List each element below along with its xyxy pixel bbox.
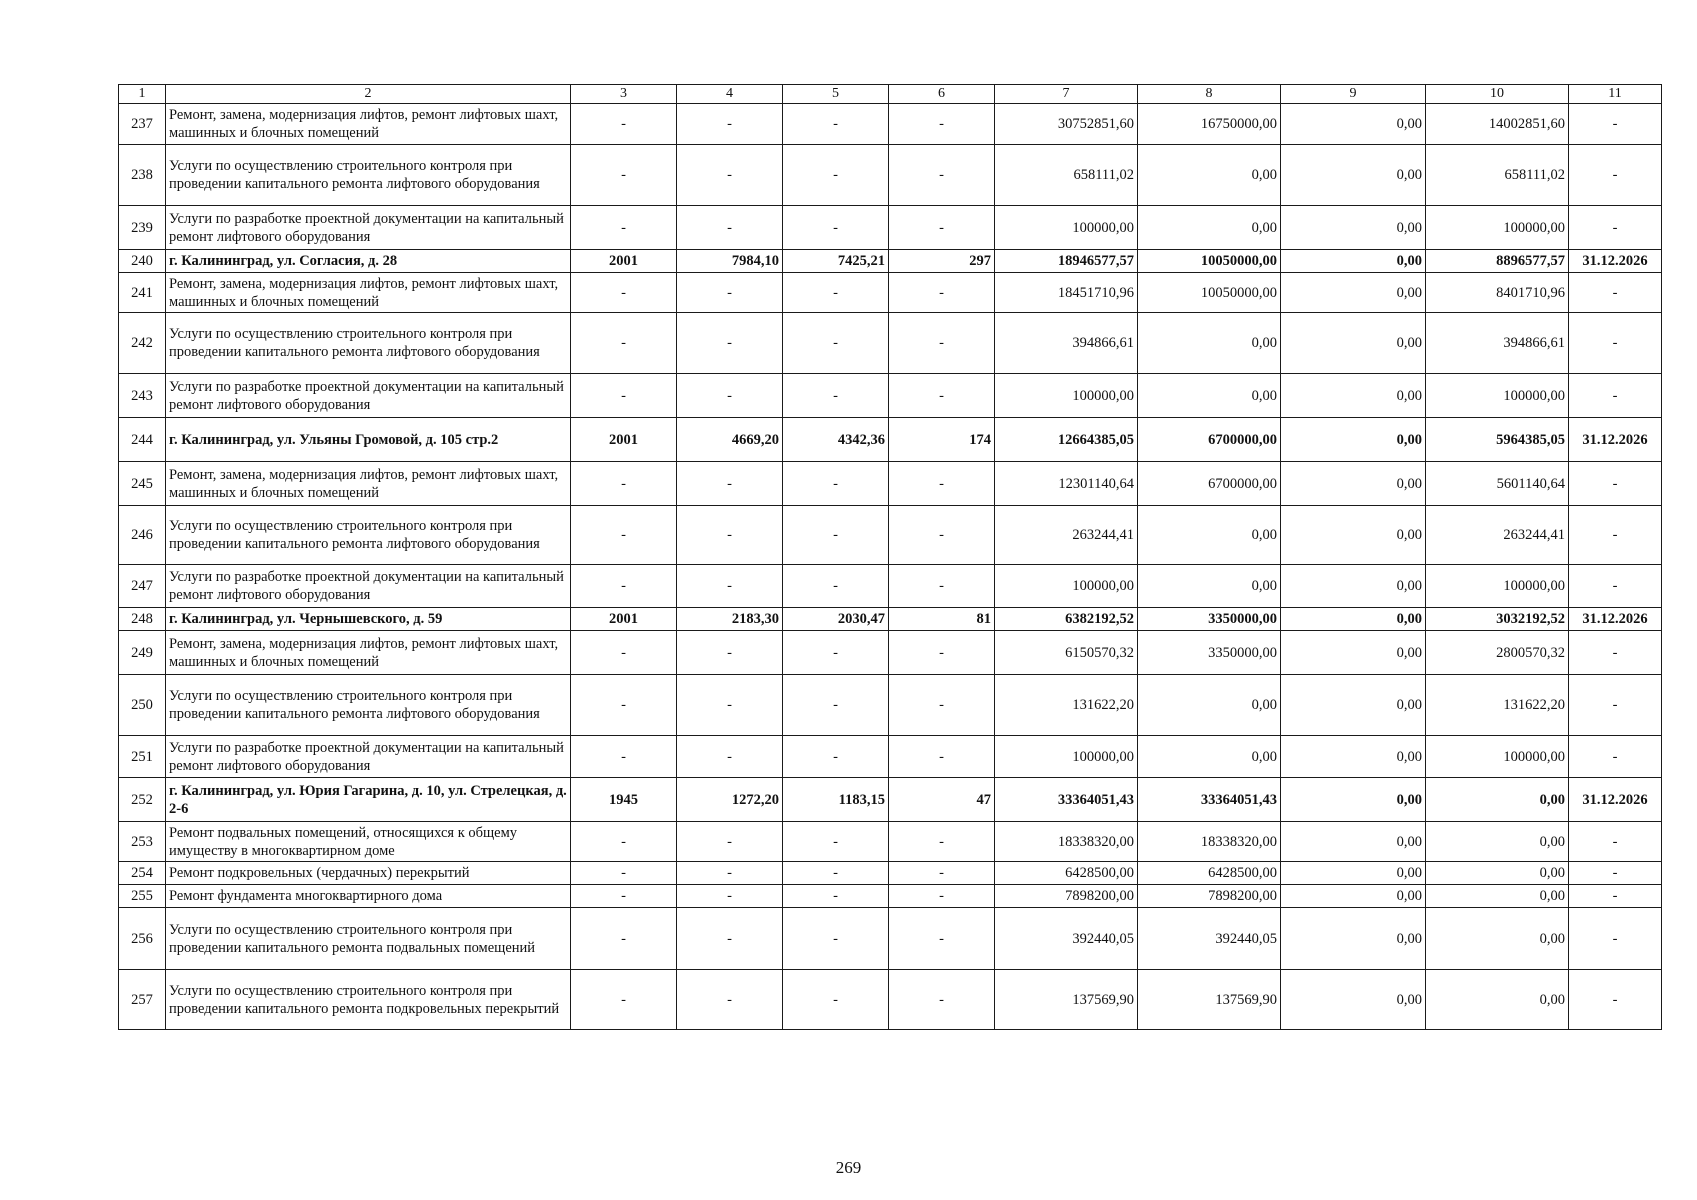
table-row [119, 908, 1662, 970]
residents-count-cell: 81 [889, 608, 995, 631]
table-row [119, 374, 1662, 418]
cost-column-10-cell: 100000,00 [1426, 736, 1569, 778]
cost-column-9-cell: 0,00 [1281, 462, 1426, 506]
completion-date-cell: 31.12.2026 [1569, 418, 1662, 462]
total-cost-cell: 6428500,00 [995, 862, 1138, 885]
cost-column-9-cell: 0,00 [1281, 736, 1426, 778]
build-year-cell: 2001 [571, 418, 677, 462]
header-cell: 3 [571, 85, 677, 104]
total-area-cell: - [677, 565, 783, 608]
total-cost-cell: 6382192,52 [995, 608, 1138, 631]
row-number-cell: 246 [119, 506, 166, 565]
cost-column-10-cell: 0,00 [1426, 908, 1569, 970]
cost-column-10-cell: 5601140,64 [1426, 462, 1569, 506]
build-year-cell: 1945 [571, 778, 677, 822]
work-description-cell: Услуги по разработке проектной документации на капитальный ремонт лифтового оборудования [166, 565, 571, 608]
row-number-cell: 247 [119, 565, 166, 608]
row-number-cell: 256 [119, 908, 166, 970]
total-area-cell: 7984,10 [677, 250, 783, 273]
cost-column-9-cell: 0,00 [1281, 970, 1426, 1030]
living-area-cell: - [783, 313, 889, 374]
build-year-cell: - [571, 631, 677, 675]
residents-count-cell: 297 [889, 250, 995, 273]
cost-column-10-cell: 658111,02 [1426, 145, 1569, 206]
table-row [119, 862, 1662, 885]
cost-column-8-cell: 18338320,00 [1138, 822, 1281, 862]
cost-column-9-cell: 0,00 [1281, 206, 1426, 250]
total-cost-cell: 658111,02 [995, 145, 1138, 206]
row-number-cell: 248 [119, 608, 166, 631]
row-number-cell: 251 [119, 736, 166, 778]
cost-column-8-cell: 6428500,00 [1138, 862, 1281, 885]
build-year-cell: - [571, 313, 677, 374]
cost-column-8-cell: 0,00 [1138, 313, 1281, 374]
residents-count-cell: 47 [889, 778, 995, 822]
cost-column-9-cell: 0,00 [1281, 885, 1426, 908]
cost-column-8-cell: 10050000,00 [1138, 250, 1281, 273]
cost-column-8-cell: 137569,90 [1138, 970, 1281, 1030]
cost-column-9-cell: 0,00 [1281, 862, 1426, 885]
living-area-cell: - [783, 273, 889, 313]
cost-column-8-cell: 392440,05 [1138, 908, 1281, 970]
living-area-cell: 1183,15 [783, 778, 889, 822]
table-row [119, 675, 1662, 736]
cost-column-10-cell: 8896577,57 [1426, 250, 1569, 273]
total-cost-cell: 100000,00 [995, 736, 1138, 778]
cost-column-9-cell: 0,00 [1281, 822, 1426, 862]
cost-column-9-cell: 0,00 [1281, 273, 1426, 313]
completion-date-cell: - [1569, 736, 1662, 778]
work-description-cell: Ремонт подкровельных (чердачных) перекрытий [166, 862, 571, 885]
build-year-cell: - [571, 908, 677, 970]
build-year-cell: - [571, 675, 677, 736]
cost-column-10-cell: 0,00 [1426, 970, 1569, 1030]
table-row [119, 885, 1662, 908]
residents-count-cell: 174 [889, 418, 995, 462]
cost-column-9-cell: 0,00 [1281, 250, 1426, 273]
total-area-cell: 2183,30 [677, 608, 783, 631]
row-number-cell: 239 [119, 206, 166, 250]
table-row [119, 145, 1662, 206]
living-area-cell: - [783, 506, 889, 565]
living-area-cell: - [783, 565, 889, 608]
residents-count-cell: - [889, 736, 995, 778]
total-cost-cell: 263244,41 [995, 506, 1138, 565]
living-area-cell: - [783, 736, 889, 778]
completion-date-cell: - [1569, 145, 1662, 206]
total-cost-cell: 394866,61 [995, 313, 1138, 374]
living-area-cell: - [783, 206, 889, 250]
cost-column-8-cell: 33364051,43 [1138, 778, 1281, 822]
total-cost-cell: 100000,00 [995, 565, 1138, 608]
total-cost-cell: 18946577,57 [995, 250, 1138, 273]
cost-column-10-cell: 0,00 [1426, 778, 1569, 822]
completion-date-cell: - [1569, 206, 1662, 250]
living-area-cell: - [783, 374, 889, 418]
row-number-cell: 257 [119, 970, 166, 1030]
build-year-cell: - [571, 822, 677, 862]
work-description-cell: Услуги по осуществлению строительного контроля при проведении капитального ремонта лифтового оборудования [166, 145, 571, 206]
living-area-cell: 2030,47 [783, 608, 889, 631]
completion-date-cell: - [1569, 273, 1662, 313]
cost-column-8-cell: 3350000,00 [1138, 608, 1281, 631]
work-description-cell: Услуги по осуществлению строительного контроля при проведении капитального ремонта лифтового оборудования [166, 313, 571, 374]
living-area-cell: - [783, 462, 889, 506]
work-description-cell: г. Калининград, ул. Ульяны Громовой, д. 105 стр.2 [166, 418, 571, 462]
table-row [119, 313, 1662, 374]
cost-column-8-cell: 0,00 [1138, 206, 1281, 250]
build-year-cell: - [571, 506, 677, 565]
work-description-cell: г. Калининград, ул. Согласия, д. 28 [166, 250, 571, 273]
living-area-cell: - [783, 104, 889, 145]
header-cell: 8 [1138, 85, 1281, 104]
residents-count-cell: - [889, 675, 995, 736]
residents-count-cell: - [889, 145, 995, 206]
row-number-cell: 250 [119, 675, 166, 736]
residents-count-cell: - [889, 206, 995, 250]
total-area-cell: - [677, 313, 783, 374]
cost-column-8-cell: 0,00 [1138, 506, 1281, 565]
work-description-cell: г. Калининград, ул. Чернышевского, д. 59 [166, 608, 571, 631]
completion-date-cell: - [1569, 506, 1662, 565]
work-description-cell: Ремонт, замена, модернизация лифтов, ремонт лифтовых шахт, машинных и блочных помещений [166, 462, 571, 506]
total-area-cell: - [677, 374, 783, 418]
cost-column-8-cell: 6700000,00 [1138, 462, 1281, 506]
table-row [119, 631, 1662, 675]
total-area-cell: - [677, 631, 783, 675]
total-cost-cell: 33364051,43 [995, 778, 1138, 822]
cost-column-10-cell: 2800570,32 [1426, 631, 1569, 675]
row-number-cell: 245 [119, 462, 166, 506]
cost-column-9-cell: 0,00 [1281, 418, 1426, 462]
cost-column-10-cell: 0,00 [1426, 862, 1569, 885]
completion-date-cell: - [1569, 565, 1662, 608]
cost-column-9-cell: 0,00 [1281, 145, 1426, 206]
work-description-cell: Услуги по осуществлению строительного контроля при проведении капитального ремонта лифтового оборудования [166, 675, 571, 736]
cost-column-8-cell: 16750000,00 [1138, 104, 1281, 145]
build-year-cell: - [571, 462, 677, 506]
build-year-cell: 2001 [571, 250, 677, 273]
build-year-cell: - [571, 862, 677, 885]
row-number-cell: 249 [119, 631, 166, 675]
row-number-cell: 241 [119, 273, 166, 313]
total-area-cell: - [677, 675, 783, 736]
residents-count-cell: - [889, 885, 995, 908]
total-cost-cell: 392440,05 [995, 908, 1138, 970]
completion-date-cell: 31.12.2026 [1569, 608, 1662, 631]
living-area-cell: - [783, 908, 889, 970]
header-cell: 2 [166, 85, 571, 104]
work-description-cell: Услуги по разработке проектной документации на капитальный ремонт лифтового оборудования [166, 206, 571, 250]
cost-column-9-cell: 0,00 [1281, 908, 1426, 970]
cost-column-10-cell: 263244,41 [1426, 506, 1569, 565]
residents-count-cell: - [889, 631, 995, 675]
cost-column-10-cell: 0,00 [1426, 885, 1569, 908]
living-area-cell: - [783, 862, 889, 885]
completion-date-cell: 31.12.2026 [1569, 778, 1662, 822]
cost-column-9-cell: 0,00 [1281, 608, 1426, 631]
header-cell: 6 [889, 85, 995, 104]
residents-count-cell: - [889, 970, 995, 1030]
cost-column-9-cell: 0,00 [1281, 675, 1426, 736]
header-row [119, 85, 1662, 104]
completion-date-cell: - [1569, 862, 1662, 885]
row-number-cell: 244 [119, 418, 166, 462]
completion-date-cell: - [1569, 374, 1662, 418]
cost-column-10-cell: 5964385,05 [1426, 418, 1569, 462]
completion-date-cell: - [1569, 313, 1662, 374]
total-cost-cell: 131622,20 [995, 675, 1138, 736]
table-row [119, 736, 1662, 778]
work-description-cell: Услуги по разработке проектной документации на капитальный ремонт лифтового оборудования [166, 736, 571, 778]
build-year-cell: - [571, 206, 677, 250]
living-area-cell: 4342,36 [783, 418, 889, 462]
completion-date-cell: - [1569, 908, 1662, 970]
row-number-cell: 255 [119, 885, 166, 908]
total-area-cell: 4669,20 [677, 418, 783, 462]
total-cost-cell: 12301140,64 [995, 462, 1138, 506]
completion-date-cell: - [1569, 822, 1662, 862]
cost-column-10-cell: 0,00 [1426, 822, 1569, 862]
header-cell: 7 [995, 85, 1138, 104]
living-area-cell: - [783, 631, 889, 675]
row-number-cell: 238 [119, 145, 166, 206]
header-cell: 5 [783, 85, 889, 104]
row-number-cell: 253 [119, 822, 166, 862]
cost-column-10-cell: 131622,20 [1426, 675, 1569, 736]
table-row [119, 608, 1662, 631]
work-description-cell: г. Калининград, ул. Юрия Гагарина, д. 10, ул. Стрелецкая, д. 2-6 [166, 778, 571, 822]
table-row [119, 778, 1662, 822]
build-year-cell: - [571, 885, 677, 908]
work-description-cell: Ремонт фундамента многоквартирного дома [166, 885, 571, 908]
living-area-cell: - [783, 970, 889, 1030]
total-area-cell: 1272,20 [677, 778, 783, 822]
register-sheet [118, 84, 1661, 1030]
cost-column-8-cell: 0,00 [1138, 374, 1281, 418]
cost-column-8-cell: 7898200,00 [1138, 885, 1281, 908]
cost-column-8-cell: 10050000,00 [1138, 273, 1281, 313]
cost-column-9-cell: 0,00 [1281, 104, 1426, 145]
residents-count-cell: - [889, 374, 995, 418]
work-description-cell: Ремонт подвальных помещений, относящихся к общему имуществу в многоквартирном доме [166, 822, 571, 862]
total-area-cell: - [677, 506, 783, 565]
cost-column-10-cell: 100000,00 [1426, 206, 1569, 250]
cost-column-8-cell: 0,00 [1138, 736, 1281, 778]
work-description-cell: Услуги по осуществлению строительного контроля при проведении капитального ремонта лифтового оборудования [166, 506, 571, 565]
header-cell: 10 [1426, 85, 1569, 104]
total-cost-cell: 7898200,00 [995, 885, 1138, 908]
build-year-cell: - [571, 565, 677, 608]
total-cost-cell: 18451710,96 [995, 273, 1138, 313]
total-area-cell: - [677, 462, 783, 506]
completion-date-cell: - [1569, 104, 1662, 145]
total-area-cell: - [677, 908, 783, 970]
header-cell: 1 [119, 85, 166, 104]
completion-date-cell: - [1569, 885, 1662, 908]
living-area-cell: - [783, 145, 889, 206]
completion-date-cell: - [1569, 631, 1662, 675]
work-description-cell: Услуги по осуществлению строительного контроля при проведении капитального ремонта подвальных помещений [166, 908, 571, 970]
cost-column-10-cell: 100000,00 [1426, 374, 1569, 418]
cost-column-10-cell: 8401710,96 [1426, 273, 1569, 313]
total-area-cell: - [677, 822, 783, 862]
header-cell: 9 [1281, 85, 1426, 104]
work-description-cell: Ремонт, замена, модернизация лифтов, ремонт лифтовых шахт, машинных и блочных помещений [166, 104, 571, 145]
cost-column-8-cell: 0,00 [1138, 675, 1281, 736]
residents-count-cell: - [889, 862, 995, 885]
table-row [119, 565, 1662, 608]
living-area-cell: 7425,21 [783, 250, 889, 273]
header-cell: 4 [677, 85, 783, 104]
cost-column-10-cell: 3032192,52 [1426, 608, 1569, 631]
cost-column-9-cell: 0,00 [1281, 313, 1426, 374]
table-row [119, 250, 1662, 273]
cost-column-9-cell: 0,00 [1281, 506, 1426, 565]
build-year-cell: - [571, 104, 677, 145]
table-row [119, 970, 1662, 1030]
cost-column-9-cell: 0,00 [1281, 565, 1426, 608]
completion-date-cell: 31.12.2026 [1569, 250, 1662, 273]
residents-count-cell: - [889, 565, 995, 608]
cost-column-8-cell: 0,00 [1138, 145, 1281, 206]
total-cost-cell: 30752851,60 [995, 104, 1138, 145]
cost-column-9-cell: 0,00 [1281, 631, 1426, 675]
living-area-cell: - [783, 822, 889, 862]
completion-date-cell: - [1569, 462, 1662, 506]
total-cost-cell: 12664385,05 [995, 418, 1138, 462]
cost-column-10-cell: 394866,61 [1426, 313, 1569, 374]
cost-column-8-cell: 6700000,00 [1138, 418, 1281, 462]
total-area-cell: - [677, 273, 783, 313]
row-number-cell: 240 [119, 250, 166, 273]
table-row [119, 462, 1662, 506]
total-area-cell: - [677, 104, 783, 145]
cost-column-10-cell: 100000,00 [1426, 565, 1569, 608]
residents-count-cell: - [889, 908, 995, 970]
completion-date-cell: - [1569, 675, 1662, 736]
residents-count-cell: - [889, 462, 995, 506]
total-cost-cell: 100000,00 [995, 206, 1138, 250]
residents-count-cell: - [889, 273, 995, 313]
row-number-cell: 237 [119, 104, 166, 145]
total-area-cell: - [677, 970, 783, 1030]
total-area-cell: - [677, 145, 783, 206]
table-row [119, 206, 1662, 250]
total-cost-cell: 6150570,32 [995, 631, 1138, 675]
build-year-cell: - [571, 145, 677, 206]
living-area-cell: - [783, 885, 889, 908]
total-area-cell: - [677, 206, 783, 250]
table-row [119, 104, 1662, 145]
build-year-cell: - [571, 970, 677, 1030]
cost-column-8-cell: 0,00 [1138, 565, 1281, 608]
work-description-cell: Услуги по разработке проектной документации на капитальный ремонт лифтового оборудования [166, 374, 571, 418]
table-row [119, 822, 1662, 862]
build-year-cell: - [571, 374, 677, 418]
build-year-cell: - [571, 736, 677, 778]
page-number: 269 [835, 1158, 862, 1177]
residents-count-cell: - [889, 506, 995, 565]
total-cost-cell: 137569,90 [995, 970, 1138, 1030]
work-description-cell: Ремонт, замена, модернизация лифтов, ремонт лифтовых шахт, машинных и блочных помещений [166, 631, 571, 675]
total-area-cell: - [677, 885, 783, 908]
total-area-cell: - [677, 862, 783, 885]
cost-column-9-cell: 0,00 [1281, 374, 1426, 418]
completion-date-cell: - [1569, 970, 1662, 1030]
row-number-cell: 252 [119, 778, 166, 822]
living-area-cell: - [783, 675, 889, 736]
build-year-cell: - [571, 273, 677, 313]
table-row [119, 418, 1662, 462]
work-description-cell: Услуги по осуществлению строительного контроля при проведении капитального ремонта подкровельных перекрытий [166, 970, 571, 1030]
cost-column-8-cell: 3350000,00 [1138, 631, 1281, 675]
register-table [118, 84, 1662, 1030]
header-cell: 11 [1569, 85, 1662, 104]
residents-count-cell: - [889, 822, 995, 862]
residents-count-cell: - [889, 104, 995, 145]
row-number-cell: 242 [119, 313, 166, 374]
build-year-cell: 2001 [571, 608, 677, 631]
cost-column-9-cell: 0,00 [1281, 778, 1426, 822]
total-cost-cell: 18338320,00 [995, 822, 1138, 862]
residents-count-cell: - [889, 313, 995, 374]
work-description-cell: Ремонт, замена, модернизация лифтов, ремонт лифтовых шахт, машинных и блочных помещений [166, 273, 571, 313]
row-number-cell: 254 [119, 862, 166, 885]
table-row [119, 273, 1662, 313]
total-area-cell: - [677, 736, 783, 778]
cost-column-10-cell: 14002851,60 [1426, 104, 1569, 145]
table-row [119, 506, 1662, 565]
row-number-cell: 243 [119, 374, 166, 418]
total-cost-cell: 100000,00 [995, 374, 1138, 418]
